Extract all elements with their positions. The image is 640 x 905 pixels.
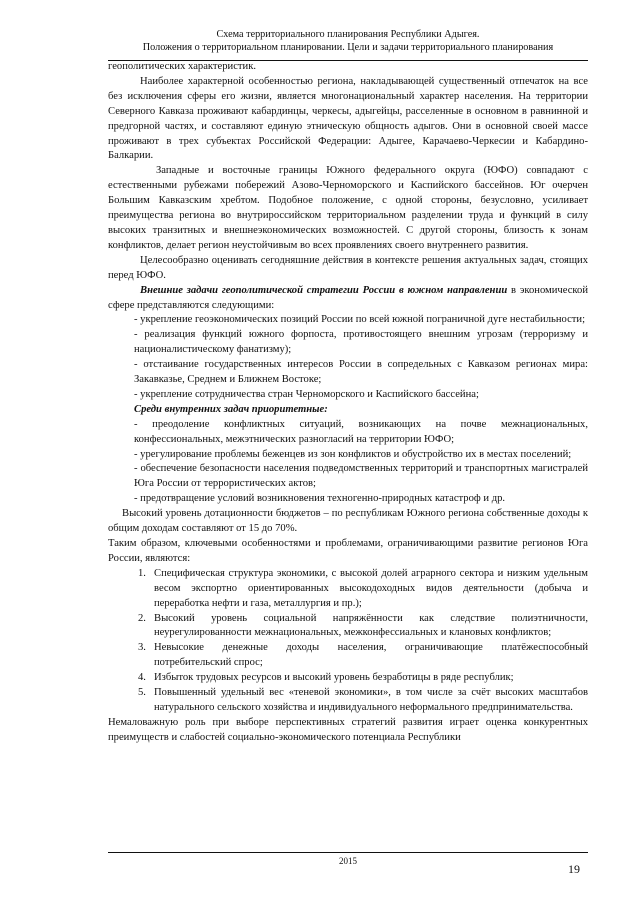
page-body (108, 60, 588, 746)
heading-internal-tasks (108, 403, 588, 418)
problem-number: 4. (138, 672, 146, 684)
external-task-item: - укрепление геоэкономических позиций России по всей южной пограничной дуге нестабильности; (134, 314, 586, 326)
internal-task-item: - обеспечение безопасности населения подведомственных территорий и транспортных магистралей Юга России от террористических актов; (134, 463, 588, 490)
running-header (108, 28, 588, 54)
paragraph-competitive: Немаловажную роль при выборе перспективных стратегий развития играет оценка конкурентных преимуществ и слабостей социально-экономического потенциала Республики (108, 716, 588, 743)
footer-divider (108, 852, 588, 853)
problem-text: Повышенный удельный вес «теневой экономики», в том числе за счёт высоких масштабов натурального сельского хозяйства и индивидуального неформального предпринимательства. (154, 687, 588, 713)
internal-task-item: - предотвращение условий возникновения техногенно-природных катастроф и др. (134, 493, 506, 505)
problem-text: Высокий уровень социальной напряжённости как следствие полиэтничности, неурегулированности межнациональных, межконфессиальных и клановых конфликтов; (154, 612, 588, 639)
problem-item (108, 671, 588, 686)
problems-list (108, 567, 588, 716)
heading-external-tasks-rest: в экономической сфере представляются следующими: (108, 284, 588, 311)
paragraph-key-problems: Таким образом, ключевыми особенностями и проблемами, ограничивающими развитие регионов Юга России, являются: (108, 538, 588, 564)
problem-text: Невысокие денежные доходы населения, ограничивающие платёжеспособный потребительский спрос; (154, 642, 588, 669)
heading-internal-tasks-text: Среди внутренних задач приоритетные: (134, 403, 328, 415)
problem-number: 3. (138, 642, 146, 654)
paragraph-borders: Западные и восточные границы Южного федерального округа (ЮФО) совпадают с естественными рубежами побережий Азово-Черноморского и Каспийского бассейнов. Юг очерчен Большим Кавказским хребтом. Подобное положение, с одной стороны, безусловно, усиливает преимущества региона во внутрироссийском территориальном разделении труда и функций в силу высоких транзитных и внешнеэкономических возможностей. С другой стороны, близость к зонам конфликтов, делает регион неустойчивым во всех проявлениях своего внутреннего развития. (108, 165, 588, 251)
problem-number: 5. (138, 687, 146, 699)
problem-text: Избыток трудовых ресурсов и высокий уровень безработицы в ряде республик; (154, 672, 514, 684)
header-title-line: Схема территориального планирования Республики Адыгея. (216, 29, 480, 40)
problem-text: Специфическая структура экономики, с высокой долей аграрного сектора и низким удельным весом экспортно ориентированных высокодоходных видов деятельности (добыча и переработка нефти и газа, металлургия и пр.); (154, 567, 588, 609)
problem-item (108, 641, 588, 671)
problem-number: 1. (138, 567, 146, 579)
external-task-item: - реализация функций южного форпоста, противостоящего внешним угрозам (терроризму и националистическому фанатизму); (134, 329, 588, 356)
problem-item (108, 612, 588, 642)
internal-task-item: - урегулирование проблемы беженцев из зон конфликтов и обустройство их в местах поселений; (134, 448, 572, 460)
paragraph-tasks-intro: Целесообразно оценивать сегодняшние действия в контексте решения актуальных задач, стоящих перед ЮФО. (108, 254, 588, 281)
page-number: 19 (568, 862, 580, 876)
paragraph-budget: Высокий уровень дотационности бюджетов – по республикам Южного региона собственные доходы к общим доходам составляют от 15 до 70%. (108, 508, 588, 535)
problem-item (108, 686, 588, 716)
problem-number: 2. (138, 612, 146, 624)
heading-external-tasks (108, 284, 588, 314)
external-task-item: - отстаивание государственных интересов России в сопредельных с Кавказом регионах мира: Закавказье, Среднем и Ближнем Востоке; (134, 359, 588, 386)
header-subtitle-line: Положения о территориальном планировании. Цели и задачи территориального планирования (142, 42, 554, 53)
problem-item (108, 567, 588, 612)
paragraph-continuation: геополитических характеристик. (108, 61, 257, 72)
footer-year: 2015 (339, 856, 357, 866)
external-task-item: - укрепление сотрудничества стран Черноморского и Каспийского бассейна; (134, 388, 479, 400)
heading-external-tasks-bold: Внешние задачи геополитической стратегии России в южном направлении (140, 284, 508, 296)
internal-task-item: - преодоление конфликтных ситуаций, возникающих на почве межнациональных, конфессиональных, межэтнических разногласий на территории ЮФО; (134, 418, 588, 445)
paragraph-population: Наиболее характерной особенностью региона, накладывающей существенный отпечаток на все без исключения сферы его жизни, является многонациональный характер населения. На территории Северного Кавказа проживают кабардинцы, черкесы, адыгейцы, расселенные в основном в равнинной и предгорной частях, и составляют единую этническую общность адыгов. Они в основной своей массе проживают в трех субъектах Российской Федерации: Адыгее, Карачаево-Черкесии и Кабардино-Балкарии. (108, 75, 588, 162)
